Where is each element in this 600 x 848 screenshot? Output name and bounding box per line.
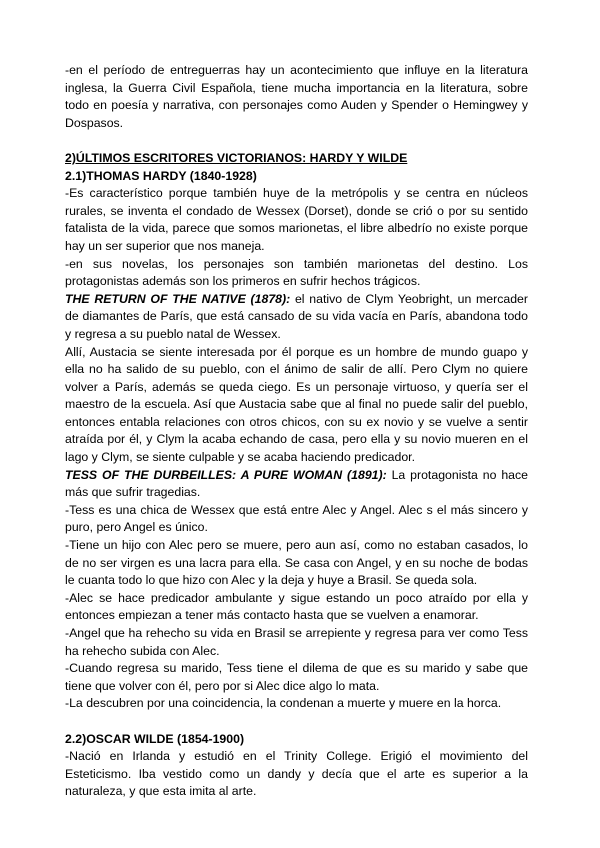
section-heading-victorian-writers: 2)ÚLTIMOS ESCRITORES VICTORIANOS: HARDY Y WILDE — [65, 150, 408, 165]
hardy-paragraph-6: -Alec se hace predicador ambulante y sigue estando un poco atraído por ella y entonces empiezan a tener más contacto hasta que se vuelven a enamorar. — [65, 590, 528, 623]
tess-text: La protagonista no hace más que sufrir tragedias. — [65, 467, 528, 500]
subsection-heading-wilde: 2.2)OSCAR WILDE (1854-1900) — [65, 731, 245, 746]
intro-paragraph: -en el período de entreguerras hay un acontecimiento que influye en la literatura inglesa, la Guerra Civil Española, tiene mucha importancia en la literatura, sobre todo en poesía y narrativa, con personajes como Auden y Spender o Hemingwey y Dospasos. — [65, 63, 528, 130]
spacer — [65, 713, 528, 731]
hardy-paragraph-8: -Cuando regresa su marido, Tess tiene el dilema de que es su marido y sabe que tiene que volver con él, pero por si Alec dice algo lo mata. — [65, 661, 528, 693]
hardy-paragraph-1: -Es característico porque también huye de la metrópolis y se centra en núcleos rurales, se inventa el condado de Wessex (Dorset), donde se crió o por su sentido fatalista de la vida, parece que somos marionetas, el libre albedrío no existe porque hay un ser superior que nos maneja. — [65, 186, 528, 253]
hardy-paragraph-5: -Tiene un hijo con Alec pero se muere, pero aun así, como no estaban casados, lo de no ser virgen es una lacra para ella. Se casa con Angel, y en su noche de bodas le cuanta todo lo que hizo con Alec y la deja y huye a Brasil. Se queda sola. — [65, 538, 528, 588]
wilde-paragraph-1: -Nació en Irlanda y estudió en el Trinity College. Erigió el movimiento del Esteticismo. Iba vestido como un dandy y decía que el arte es superior a la naturaleza, y que esta imita al arte. — [65, 749, 528, 799]
hardy-paragraph-4: -Tess es una chica de Wessex que está entre Alec y Angel. Alec s el más sincero y puro, pero Angel es único. — [65, 502, 528, 535]
tess-title: TESS OF THE DURBEILLES: A PURE WOMAN (1891): — [65, 467, 387, 482]
hardy-paragraph-2: -en sus novelas, los personajes son también marionetas del destino. Los protagonistas además son los primeros en sufrir hechos trágicos. — [65, 256, 528, 289]
hardy-paragraph-7: -Angel que ha rehecho su vida en Brasil se arrepiente y regresa para ver como Tess ha rehecho subida con Alec. — [65, 626, 528, 658]
tess-paragraph — [65, 467, 528, 502]
return-of-native-paragraph — [65, 291, 528, 344]
return-of-native-title: THE RETURN OF THE NATIVE (1878): — [65, 291, 291, 306]
subsection-heading-hardy: 2.1)THOMAS HARDY (1840-1928) — [65, 168, 257, 183]
hardy-paragraph-9: -La descubren por una coincidencia, la condenan a muerte y muere en la horca. — [65, 696, 502, 711]
return-of-native-text: el nativo de Clym Yeobright, un mercader de diamantes de París, que está cansado de su vida vacía en París, abandona todo y regresa a su pueblo natal de Wessex. — [65, 291, 528, 341]
hardy-paragraph-3: Allí, Austacia se siente interesada por él porque es un hombre de mundo guapo y ella no ha salido de su pueblo, con el ánimo de salir de allí. Pero Clym no quiere volver a París, además se queda ciego. Es un personaje virtuoso, y quería ser el maestro de la escuela. Así que Austacia sabe que al final no puede salir del pueblo, entonces entabla relaciones con otros chicos, con su ex novio y se vuelve a sentir atraída por él, y Clym la acaba echando de casa, pero ella y su novio mueren en el lago y Clym, se siente culpable y se acaba haciendo predicador. — [65, 344, 528, 465]
spacer — [65, 132, 528, 150]
